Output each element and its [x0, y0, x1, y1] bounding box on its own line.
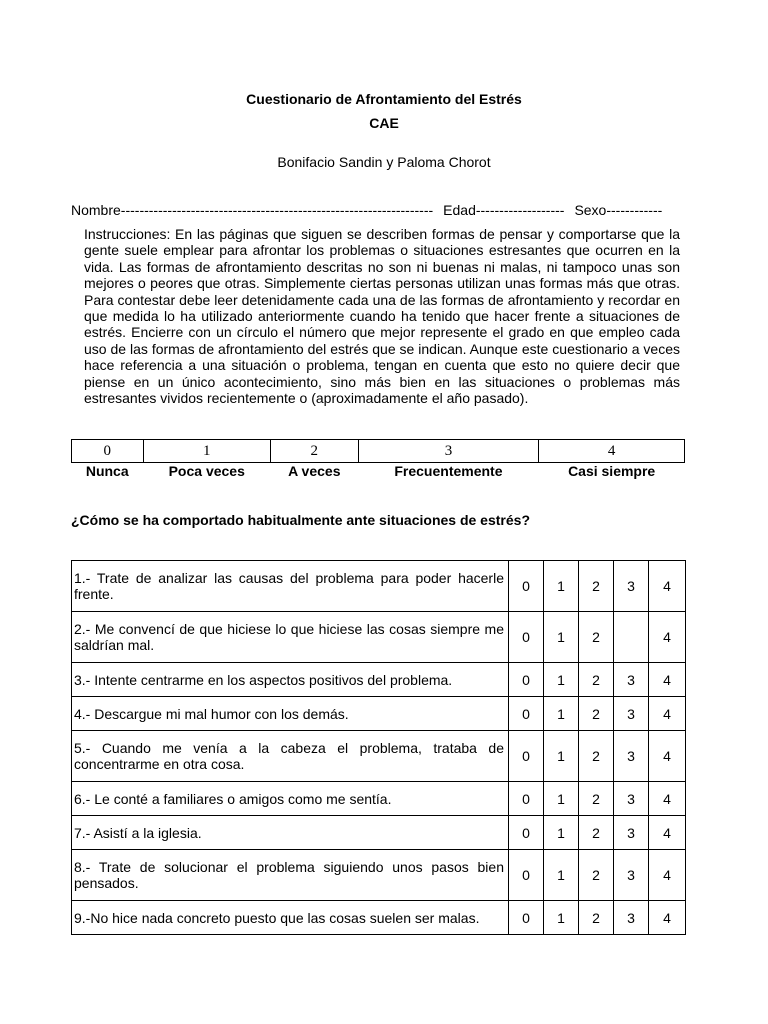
item-option[interactable]: 1 [544, 731, 579, 782]
scale-label: Frecuentemente [394, 463, 503, 479]
item-option[interactable]: 3 [614, 850, 649, 901]
item-option[interactable]: 0 [509, 816, 544, 850]
item-option[interactable]: 3 [614, 561, 649, 612]
item-option[interactable]: 2 [579, 850, 614, 901]
item-option[interactable]: 3 [614, 663, 649, 697]
scale-label: Casi siempre [568, 463, 656, 479]
item-text: 9.-No hice nada concreto puesto que las cosas suelen ser malas. [72, 901, 509, 935]
scale-value: 0 [72, 440, 144, 463]
item-option[interactable]: 1 [544, 850, 579, 901]
item-option[interactable]: 1 [544, 901, 579, 935]
document-title: Cuestionario de Afrontamiento del Estrés [246, 91, 522, 107]
scale-value: 4 [539, 440, 685, 463]
authors: Bonifacio Sandin y Paloma Chorot [277, 154, 491, 170]
item-text: 5.- Cuando me venía a la cabeza el problema, trataba de concentrarme en otra cosa. [72, 731, 509, 782]
item-text: 1.- Trate de analizar las causas del problema para poder hacerle frente. [72, 561, 509, 612]
item-option[interactable]: 2 [579, 731, 614, 782]
response-scale [71, 439, 685, 479]
item-option[interactable]: 3 [614, 697, 649, 731]
item-option[interactable]: 2 [579, 782, 614, 816]
name-field[interactable]: Nombre------------------------------------------------------------------- [71, 202, 434, 218]
item-option[interactable]: 0 [509, 612, 544, 663]
item-option[interactable]: 0 [509, 663, 544, 697]
item-option[interactable]: 3 [614, 816, 649, 850]
table-row [72, 697, 686, 731]
item-text: 4.- Descargue mi mal humor con los demás. [72, 697, 509, 731]
item-option[interactable]: 4 [649, 850, 686, 901]
items-table [71, 560, 686, 935]
item-option[interactable]: 2 [579, 663, 614, 697]
item-option[interactable]: 0 [509, 697, 544, 731]
item-option[interactable]: 4 [649, 782, 686, 816]
respondent-fields [71, 202, 672, 218]
item-text: 6.- Le conté a familiares o amigos como me sentía. [72, 782, 509, 816]
item-option[interactable]: 0 [509, 901, 544, 935]
table-row [72, 816, 686, 850]
item-option[interactable]: 1 [544, 612, 579, 663]
item-option[interactable]: 2 [579, 816, 614, 850]
scale-label: Poca veces [168, 463, 245, 479]
item-option[interactable]: 4 [649, 697, 686, 731]
item-option[interactable]: 1 [544, 697, 579, 731]
table-row [72, 561, 686, 612]
item-option[interactable]: 2 [579, 612, 614, 663]
item-option[interactable]: 4 [649, 561, 686, 612]
item-option[interactable]: 0 [509, 782, 544, 816]
scale-label: A veces [288, 463, 341, 479]
scale-value: 2 [270, 440, 358, 463]
item-text: 8.- Trate de solucionar el problema siguiendo unos pasos bien pensados. [72, 850, 509, 901]
item-option[interactable]: 2 [579, 901, 614, 935]
table-row [72, 850, 686, 901]
scale-value: 3 [358, 440, 539, 463]
item-option[interactable]: 0 [509, 561, 544, 612]
table-row [72, 663, 686, 697]
table-row [72, 612, 686, 663]
scale-value: 1 [143, 440, 270, 463]
scale-label: Nunca [85, 463, 129, 479]
item-option[interactable]: 4 [649, 663, 686, 697]
item-option[interactable]: 4 [649, 612, 686, 663]
item-option[interactable]: 3 [614, 901, 649, 935]
item-option[interactable]: 2 [579, 697, 614, 731]
item-option[interactable]: 2 [579, 561, 614, 612]
item-option[interactable]: 1 [544, 663, 579, 697]
item-option[interactable]: 1 [544, 816, 579, 850]
item-option[interactable]: 0 [509, 850, 544, 901]
table-row [72, 782, 686, 816]
item-option[interactable]: 1 [544, 561, 579, 612]
sex-field[interactable]: Sexo------------ [574, 202, 663, 218]
item-option[interactable]: 4 [649, 816, 686, 850]
table-row [72, 901, 686, 935]
item-option[interactable]: 3 [614, 782, 649, 816]
item-option[interactable]: 4 [649, 731, 686, 782]
section-question: ¿Cómo se ha comportado habitualmente ante situaciones de estrés? [71, 512, 530, 528]
item-option[interactable]: 4 [649, 901, 686, 935]
item-option[interactable]: 3 [614, 731, 649, 782]
instructions-paragraph: Instrucciones: En las páginas que siguen se describen formas de pensar y comportarse que la gente suele emplear para afrontar los problemas o situaciones estresantes que ocurren en la vida. Las formas de afrontamiento descritas no son ni buenas ni malas, ni tampoco unas son mejores o peores que otras. Simplemente ciertas personas utilizan unas formas más que otras. Para contestar debe leer detenidamente cada una de las formas de afrontamiento y recordar en que medida lo ha utilizado anteriormente cuando ha tenido que hacer frente a situaciones de estrés. Encierre con un círculo el número que mejor represente el grado en que empleo cada uso de las formas de afrontamiento del estrés que se indican. Aunque este cuestionario a veces hace referencia a una situación o problema, tengan en cuenta que esto no quiere decir que piense en un único acontecimiento, sino más bien en las situaciones o problemas más estresantes vividos recientemente o (aproximadamente el año pasado). [84, 226, 680, 407]
item-option[interactable]: 1 [544, 782, 579, 816]
age-field[interactable]: Edad------------------- [443, 202, 565, 218]
table-row [72, 731, 686, 782]
item-text: 3.- Intente centrarme en los aspectos positivos del problema. [72, 663, 509, 697]
item-text: 7.- Asistí a la iglesia. [72, 816, 509, 850]
document-acronym: CAE [369, 115, 399, 131]
item-option[interactable] [614, 612, 649, 663]
item-option[interactable]: 0 [509, 731, 544, 782]
item-text: 2.- Me convencí de que hiciese lo que hiciese las cosas siempre me saldrían mal. [72, 612, 509, 663]
